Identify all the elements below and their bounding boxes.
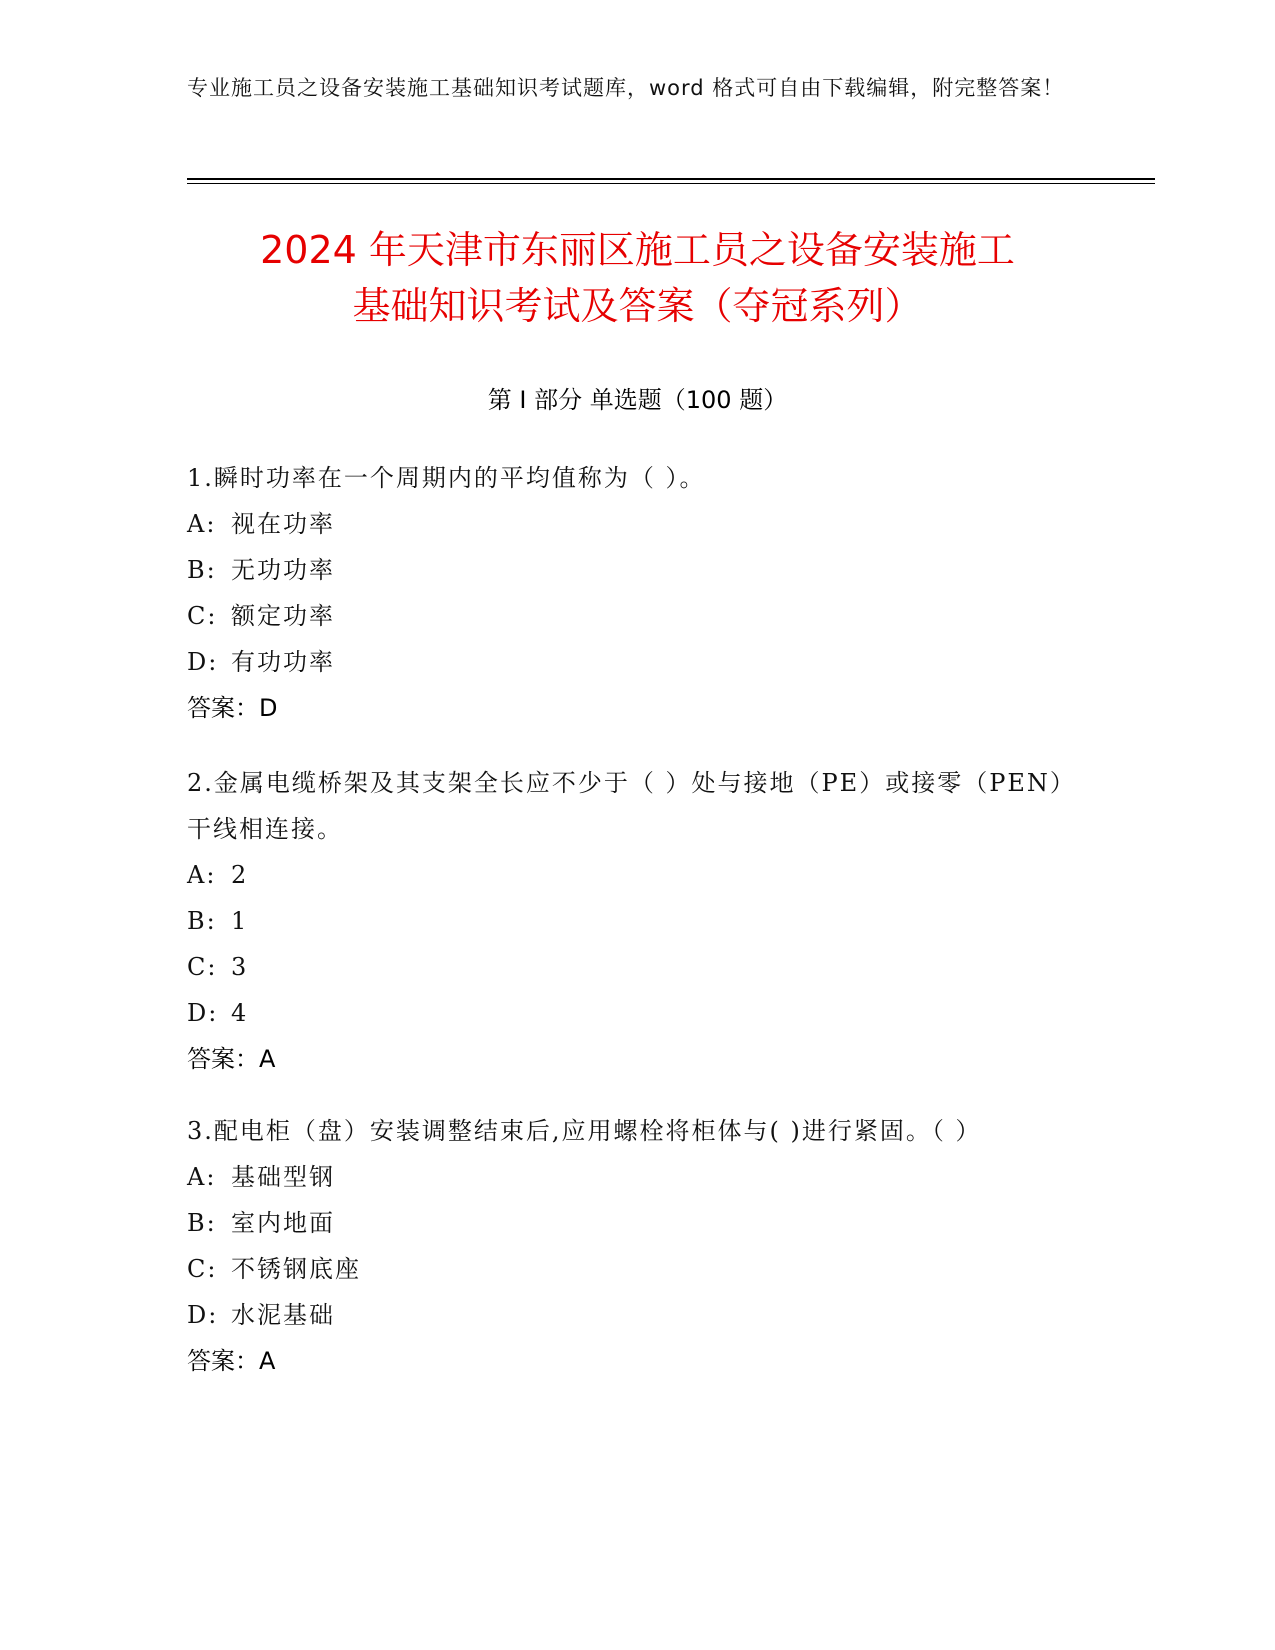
option-letter: A: (187, 861, 217, 889)
answer-line: 答案：A (187, 1347, 276, 1375)
document-title (150, 222, 1125, 334)
option-c (187, 944, 1067, 990)
option-text: 视在功率 (231, 510, 335, 538)
option-c (187, 593, 1067, 639)
option-letter: B: (187, 907, 217, 935)
option-a (187, 852, 1067, 898)
option-d (187, 639, 1067, 685)
option-text: 1 (231, 907, 249, 935)
question-block-1 (187, 455, 1067, 731)
option-b (187, 898, 1067, 944)
option-letter: C: (187, 602, 218, 630)
option-letter: B: (187, 1209, 217, 1237)
option-letter: B: (187, 556, 217, 584)
option-text: 4 (231, 999, 249, 1027)
option-text: 有功功率 (231, 648, 335, 676)
option-letter: A: (187, 510, 217, 538)
option-a (187, 501, 1067, 547)
answer-line: 答案：D (187, 694, 278, 722)
option-text: 2 (231, 861, 249, 889)
option-text: 室内地面 (231, 1209, 335, 1237)
document-title-line-1: 2024 年天津市东丽区施工员之设备安装施工 (260, 228, 1015, 272)
option-text: 基础型钢 (231, 1163, 335, 1191)
option-c (187, 1246, 1067, 1292)
option-text: 额定功率 (231, 602, 335, 630)
section-heading: 第 I 部分 单选题（100 题） (487, 386, 788, 414)
question-block-2 (187, 760, 1067, 1082)
option-d (187, 990, 1067, 1036)
answer-line: 答案：A (187, 1045, 276, 1073)
option-a (187, 1154, 1067, 1200)
option-text: 无功功率 (231, 556, 335, 584)
option-letter: C: (187, 953, 218, 981)
option-text: 不锈钢底座 (231, 1255, 361, 1283)
header-divider-thick (187, 178, 1155, 180)
header-divider-thin (187, 183, 1155, 184)
option-letter: D: (187, 999, 219, 1027)
option-letter: A: (187, 1163, 217, 1191)
document-title-line-2: 基础知识考试及答案（夺冠系列） (352, 284, 923, 328)
option-letter: D: (187, 648, 219, 676)
question-block-3 (187, 1108, 1067, 1384)
header-note: 专业施工员之设备安装施工基础知识考试题库，word 格式可自由下载编辑，附完整答案！ (187, 76, 1065, 100)
option-b (187, 1200, 1067, 1246)
option-letter: D: (187, 1301, 219, 1329)
question-text: 2.金属电缆桥架及其支架全长应不少于（ ）处与接地（PE）或接零（PEN）干线相连接。 (187, 769, 1064, 843)
option-text: 水泥基础 (231, 1301, 335, 1329)
option-b (187, 547, 1067, 593)
option-letter: C: (187, 1255, 218, 1283)
question-text: 3.配电柜（盘）安装调整结束后,应用螺栓将柜体与( )进行紧固。（ ） (187, 1117, 982, 1145)
option-text: 3 (231, 953, 249, 981)
question-text: 1.瞬时功率在一个周期内的平均值称为（ ）。 (187, 464, 706, 492)
option-d (187, 1292, 1067, 1338)
